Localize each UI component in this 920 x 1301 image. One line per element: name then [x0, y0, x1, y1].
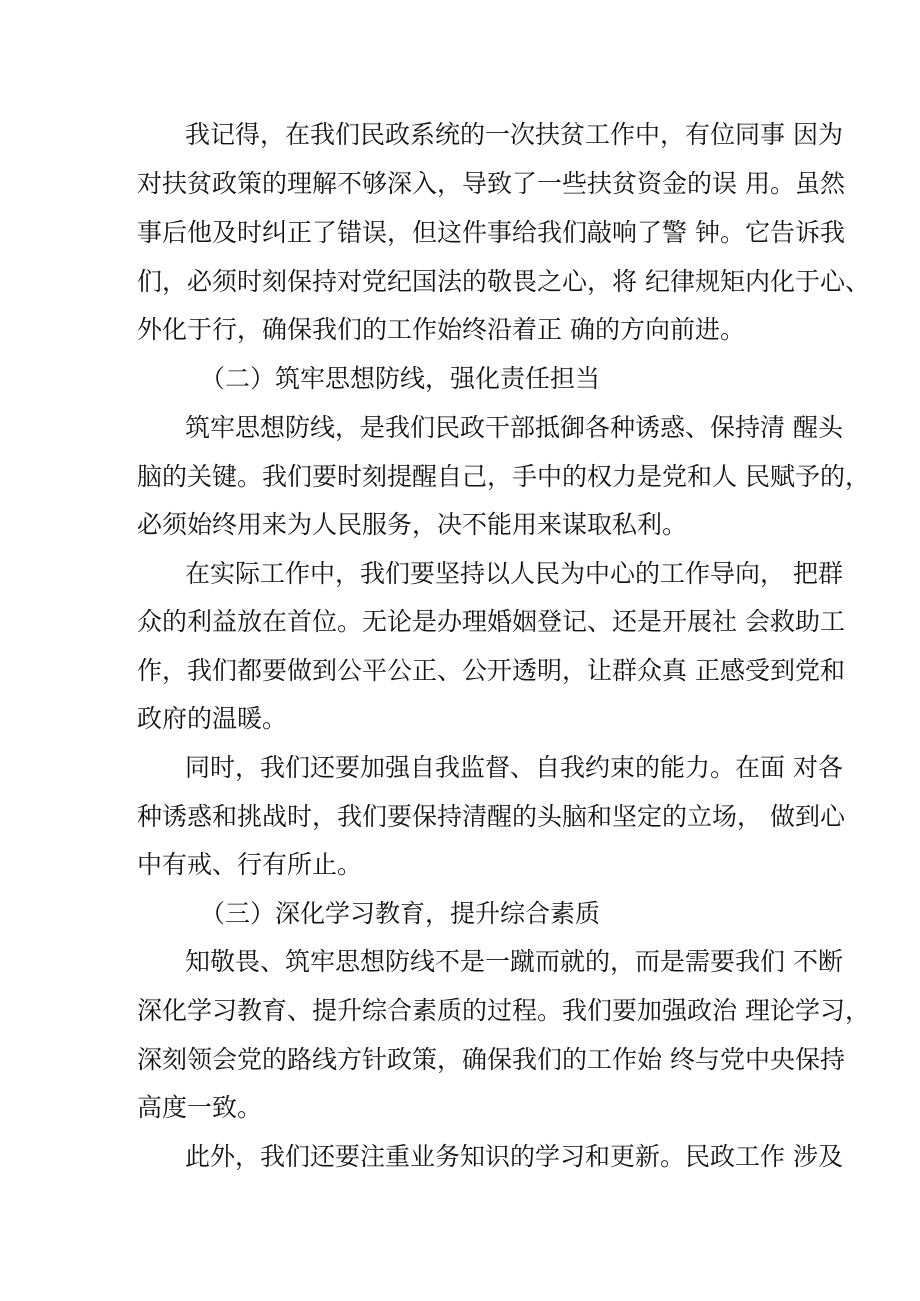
text-line: 在实际工作中，我们要坚持以人民为中心的工作导向， 把群 [185, 559, 843, 588]
text-line: 种诱惑和挑战时，我们要保持清醒的头脑和坚定的立场， 做到心 [137, 802, 845, 831]
section-heading: （三）深化学习教育，提升综合素质 [200, 899, 601, 928]
text-line: 我记得，在我们民政系统的一次扶贫工作中，有位同事 因为 [185, 120, 843, 149]
text-line: 筑牢思想防线，是我们民政干部抵御各种诱惑、保持清 醒头 [185, 413, 843, 442]
text-line: 此外，我们还要注重业务知识的学习和更新。民政工作 涉及 [185, 1142, 843, 1171]
text-line: 知敬畏、筑牢思想防线不是一蹴而就的，而是需要我们 不断 [185, 947, 843, 976]
text-line: 深刻领会党的路线方针政策，确保我们的工作始 终与党中央保持 [137, 1045, 845, 1074]
text-line: 中有戒、行有所止。 [137, 850, 363, 879]
text-line: 众的利益放在首位。无论是办理婚姻登记、还是开展社 会救助工 [137, 607, 845, 636]
text-line: 对扶贫政策的理解不够深入，导致了一些扶贫资金的误 用。虽然 [137, 169, 845, 198]
text-line: 政府的温暖。 [137, 704, 288, 733]
text-line: 们，必须时刻保持对党纪国法的敬畏之心，将 纪律规矩内化于心、 [137, 267, 870, 296]
text-line: 作，我们都要做到公平公正、公开透明，让群众真 正感受到党和 [137, 656, 845, 685]
text-line: 必须始终用来为人民服务，决不能用来谋取私利。 [137, 510, 688, 539]
text-line: 深化学习教育、提升综合素质的过程。我们要加强政治 理论学习， [137, 996, 870, 1025]
text-line: 事后他及时纠正了错误，但这件事给我们敲响了警 钟。它告诉我 [137, 218, 845, 247]
text-line: 高度一致。 [137, 1093, 263, 1122]
text-line: 脑的关键。我们要时刻提醒自己，手中的权力是党和人 民赋予的， [137, 462, 870, 491]
text-line: 同时，我们还要加强自我监督、自我约束的能力。在面 对各 [185, 753, 843, 782]
text-line: 外化于行，确保我们的工作始终沿着正 确的方向前进。 [137, 315, 745, 344]
section-heading: （二）筑牢思想防线，强化责任担当 [200, 364, 601, 393]
